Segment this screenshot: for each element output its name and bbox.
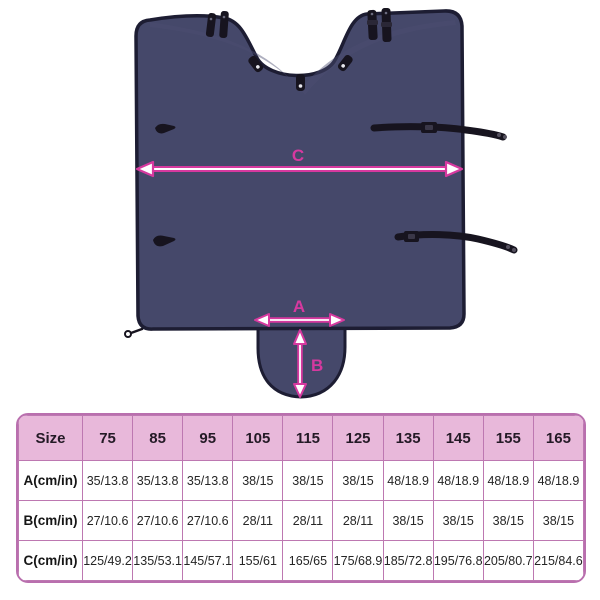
size-value-cell: 195/76.8: [433, 541, 483, 581]
size-column-header: 75: [83, 416, 133, 461]
size-value-cell: 38/15: [483, 501, 533, 541]
size-column-header: 85: [133, 416, 183, 461]
size-value-cell: 135/53.1: [133, 541, 183, 581]
size-table: [18, 415, 584, 581]
size-table-row: [19, 501, 584, 541]
size-value-cell: 38/15: [233, 461, 283, 501]
size-value-cell: 38/15: [383, 501, 433, 541]
size-value-cell: 27/10.6: [183, 501, 233, 541]
dimension-row-label: B(cm/in): [19, 501, 83, 541]
size-value-cell: 48/18.9: [533, 461, 583, 501]
size-value-cell: 145/57.1: [183, 541, 233, 581]
size-value-cell: 38/15: [283, 461, 333, 501]
size-value-cell: 165/65: [283, 541, 333, 581]
size-column-header: 135: [383, 416, 433, 461]
size-column-header: 125: [333, 416, 383, 461]
size-table-row: [19, 461, 584, 501]
size-value-cell: 48/18.9: [383, 461, 433, 501]
size-value-cell: 28/11: [283, 501, 333, 541]
size-table-header-row: [19, 416, 584, 461]
size-value-cell: 35/13.8: [83, 461, 133, 501]
size-value-cell: 48/18.9: [483, 461, 533, 501]
size-column-header: 155: [483, 416, 533, 461]
size-value-cell: 38/15: [533, 501, 583, 541]
size-column-header: 165: [533, 416, 583, 461]
size-value-cell: 215/84.6: [533, 541, 583, 581]
size-table-container: [16, 413, 586, 583]
size-table-row: [19, 541, 584, 581]
size-value-cell: 155/61: [233, 541, 283, 581]
size-value-cell: 38/15: [333, 461, 383, 501]
size-value-cell: 125/49.2: [83, 541, 133, 581]
size-value-cell: 28/11: [333, 501, 383, 541]
size-column-header: 105: [233, 416, 283, 461]
size-value-cell: 27/10.6: [133, 501, 183, 541]
size-column-header: 145: [433, 416, 483, 461]
size-value-cell: 38/15: [433, 501, 483, 541]
size-value-cell: 185/72.8: [383, 541, 433, 581]
size-column-header: 115: [283, 416, 333, 461]
size-value-cell: 205/80.7: [483, 541, 533, 581]
dimension-label-a: A: [292, 297, 306, 316]
dimension-row-label: A(cm/in): [19, 461, 83, 501]
size-table-corner-header: Size: [19, 416, 83, 461]
size-value-cell: 27/10.6: [83, 501, 133, 541]
size-value-cell: 175/68.9: [333, 541, 383, 581]
dimension-label-b: B: [311, 356, 324, 375]
size-value-cell: 35/13.8: [183, 461, 233, 501]
size-value-cell: 48/18.9: [433, 461, 483, 501]
zipper-pull: [125, 329, 142, 337]
dimension-row-label: C(cm/in): [19, 541, 83, 581]
size-value-cell: 28/11: [233, 501, 283, 541]
size-value-cell: 35/13.8: [133, 461, 183, 501]
size-column-header: 95: [183, 416, 233, 461]
dimension-label-c: C: [291, 146, 305, 165]
